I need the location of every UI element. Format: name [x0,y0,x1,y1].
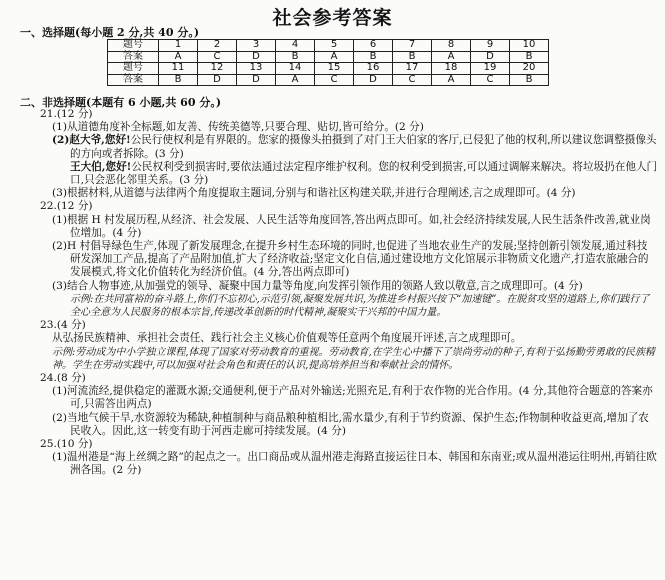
example-paragraph: 示例:在共同富裕的奋斗路上,你们不忘初心,示范引领,凝聚发展共识,为推进乡村振兴按下“加速键”。在脱贫攻坚的道路上,你们践行了全心全意为人民服务的根本宗旨,传递改革创新的时代精神,凝聚实干兴邦的中国力量。 [70,293,650,319]
cell: C [315,74,354,86]
cell: A [159,51,198,63]
cell: C [393,74,432,86]
cell: 5 [315,40,354,52]
question-22-heading: 22.(12 分) [40,200,93,213]
section-2-heading: 二、非选择题(本题有 6 小题,共 60 分。) [20,96,222,109]
cell: B [510,74,549,86]
cell: 19 [471,63,510,75]
cell: A [432,74,471,86]
cell: D [354,74,393,86]
answer-text: 公民权利受到损害时,要依法通过法定程序维护权利。您的权利受到损害,可以通过调解来解决。将垃圾扔在他人门口,只会恶化邻里关系。(3 分) [70,160,658,187]
salutation: 王大伯,您好! [70,160,132,173]
answer-text: 公民行使权利是有界限的。您家的摄像头拍摄到了对门王大伯家的客厅,已侵犯了他的权利,所以建议您调整摄像头的方向或者拆除。(3 分) [70,134,657,160]
cell: B [354,51,393,63]
row-label: 答案 [108,51,159,63]
cell: 12 [198,63,237,75]
cell: 11 [159,63,198,75]
cell: B [159,74,198,86]
cell: A [276,74,315,86]
row-label: 题号 [108,40,159,52]
question-row-2 [108,63,549,75]
cell: 14 [276,63,315,75]
cell: 9 [471,40,510,52]
answer-paragraph [40,161,658,187]
cell: 20 [510,63,549,75]
cell: C [471,74,510,86]
cell: D [471,51,510,63]
salutation: (2)赵大爷,您好! [52,134,131,147]
cell: 2 [198,40,237,52]
cell: 15 [315,63,354,75]
answer-paragraph: (2)当地气候干旱,水资源较为稀缺,种植制种与商品粮种植相比,需水量少,有利于节约资源、保护生态;作物制种收益更高,增加了农民收入。因此,这一转变有助于河西走廊可持续发展。(4 分) [52,411,649,437]
example-paragraph: 示例:劳动成为中小学独立课程,体现了国家对劳动教育的重视。劳动教育,在学生心中播下了崇尚劳动的种子,有利于弘扬勤劳勇敢的民族精神。学生在劳动实践中,可以加强对社会角色和责任的认识,提高培养担当和奉献社会的情怀。 [52,346,655,371]
answer-paragraph: 从弘扬民族精神、承担社会责任、践行社会主义核心价值观等任意两个角度展开评述,言之成理即可。 [52,332,522,345]
question-row-1 [108,40,549,52]
page-title: 社会参考答案 [272,7,393,29]
cell: D [237,74,276,86]
cell: 13 [237,63,276,75]
cell: A [432,51,471,63]
answer-row-2 [108,74,549,86]
cell: B [393,51,432,63]
question-24-heading: 24.(8 分) [40,372,86,385]
cell: 18 [432,63,471,75]
answer-row-1 [108,51,549,63]
question-23-heading: 23.(4 分) [40,319,86,332]
section-1-heading: 一、选择题(每小题 2 分,共 40 分。) [20,26,200,39]
cell: 4 [276,40,315,52]
cell: B [510,51,549,63]
cell: D [198,74,237,86]
answer-table [107,39,549,86]
cell: D [237,51,276,63]
row-label: 答案 [108,74,159,86]
answer-paragraph: (3)结合人物事迹,从加强党的领导、凝聚中国力量等角度,向发挥引领作用的领路人致以敬意,言之成理即可。(4 分) [52,279,583,292]
cell: 10 [510,40,549,52]
answer-paragraph: (2)H 村倡导绿色生产,体现了新发展理念,在提升乡村生态环境的同时,也促进了当地农业生产的发展;坚持创新引领发展,通过科技研发深加工产品,提高了产品附加值,扩大了经济收益;坚定文化自信,通过建设地方文化馆展示非物质文化遗产,打造农旅融合的发展模式,将文化价值转化为经济价值。(4 分,答出两点即可) [52,240,649,279]
cell: A [315,51,354,63]
cell: B [276,51,315,63]
answer-paragraph: (1)根据 H 村发展历程,从经济、社会发展、人民生活等角度回答,答出两点即可。如,社会经济持续发展,人民生活条件改善,就业岗位增加。(4 分) [52,213,651,239]
cell: 8 [432,40,471,52]
question-25-heading: 25.(10 分) [40,438,93,451]
cell: 7 [393,40,432,52]
answer-paragraph: (1)从道德角度补全标题,如友善、传统美德等,只要合理、贴切,皆可给分。(2 分) [52,121,424,134]
cell: 17 [393,63,432,75]
answer-paragraph: (3)根据材料,从道德与法律两个角度提取主题词,分别与和谐社区构建关联,并进行合理阐述,言之成理即可。(4 分) [52,187,576,200]
answer-body [40,108,658,478]
cell: 6 [354,40,393,52]
row-label: 题号 [108,63,159,75]
cell: 16 [354,63,393,75]
question-21-heading: 21.(12 分) [40,108,93,120]
cell: 3 [237,40,276,52]
answer-paragraph [40,134,658,160]
answer-paragraph: (1)河流流经,提供稳定的灌溉水源;交通便利,便于产品对外输送;光照充足,有利于农作物的光合作用。(4 分,其他符合题意的答案亦可,只需答出两点) [52,385,653,411]
cell: 1 [159,40,198,52]
answer-paragraph: (1)温州港是“海上丝绸之路”的起点之一。出口商品或从温州港走海路直接运往日本、韩国和东南亚;或从温州港运往明州,再销往欧洲各国。(2 分) [52,451,657,477]
cell: C [198,51,237,63]
